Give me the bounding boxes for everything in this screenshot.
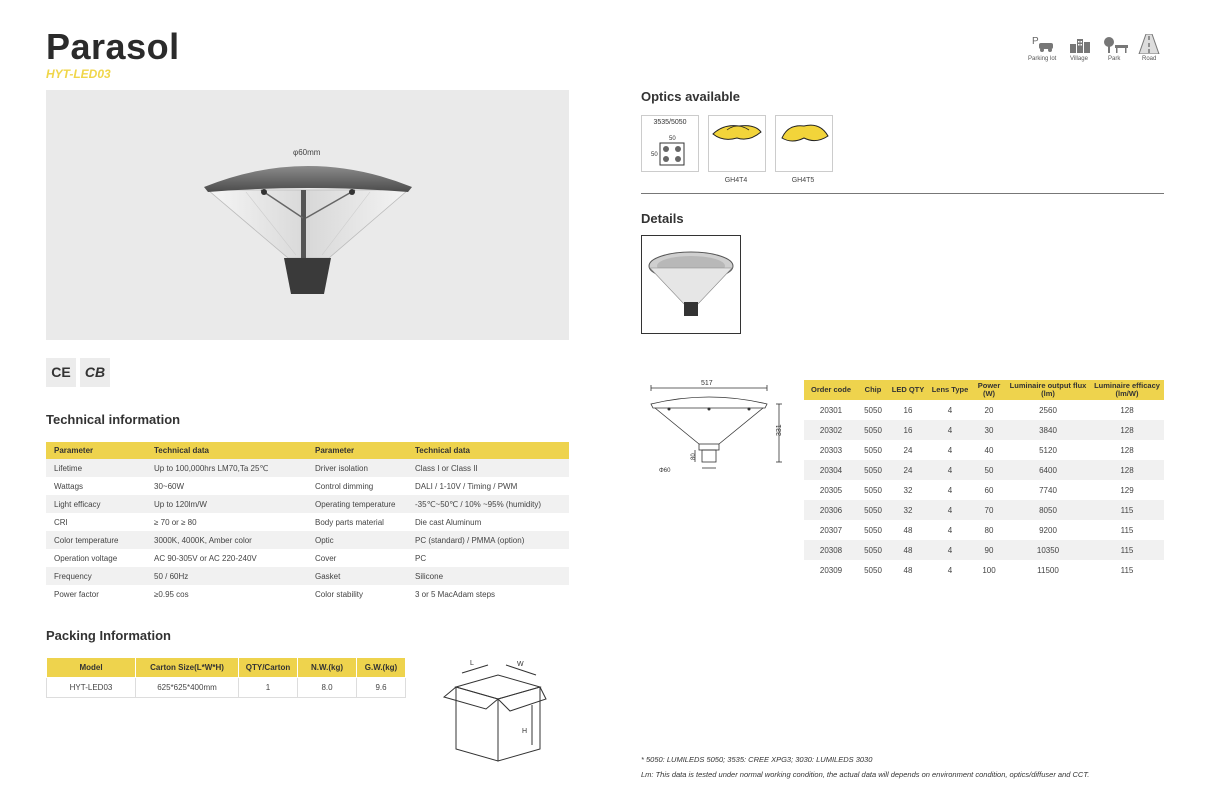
cell: Color temperature (46, 531, 146, 549)
led-dim-width: 50 (669, 136, 676, 142)
cell: Cover (307, 549, 407, 567)
led-module-label: 3535/5050 (653, 119, 687, 126)
cell: 5120 (1006, 440, 1090, 460)
cell: 128 (1090, 400, 1164, 420)
col-header: Carton Size(L*W*H) (136, 658, 239, 678)
cell: 32 (888, 480, 928, 500)
col-header: Technical data (407, 442, 569, 459)
order-code-table (804, 380, 1164, 580)
cell: 4 (928, 540, 972, 560)
table-row (804, 400, 1164, 420)
cell: AC 90-305V or AC 220-240V (146, 549, 307, 567)
details-heading: Details (641, 211, 684, 226)
cell: Up to 100,000hrs LM70,Ta 25℃ (146, 459, 307, 477)
cell: Gasket (307, 567, 407, 585)
col-header: Order code (804, 380, 858, 400)
cell: Operating temperature (307, 495, 407, 513)
svg-text:P: P (1032, 36, 1039, 47)
cell: 128 (1090, 440, 1164, 460)
cell: Optic (307, 531, 407, 549)
cell: 48 (888, 560, 928, 580)
cb-mark-icon: CB (80, 358, 110, 387)
col-header: Model (47, 658, 136, 678)
col-header: Luminaire efficacy (lm/W) (1090, 380, 1164, 400)
parasol-lamp-illustration (46, 90, 569, 340)
cell: 128 (1090, 460, 1164, 480)
cell: Control dimming (307, 477, 407, 495)
cell: 16 (888, 420, 928, 440)
cell: 5050 (858, 440, 888, 460)
led-module-thumbnail (641, 115, 699, 172)
cell: 20306 (804, 500, 858, 520)
cell: 5050 (858, 400, 888, 420)
table-row (804, 560, 1164, 580)
cell: PC (standard) / PMMA (option) (407, 531, 569, 549)
cell: 20 (972, 400, 1006, 420)
cell: Color stability (307, 585, 407, 603)
table-row (804, 460, 1164, 480)
table-row (804, 500, 1164, 520)
cell: 10350 (1006, 540, 1090, 560)
cell: ≥0.95 cos (146, 585, 307, 603)
cell: 5050 (858, 520, 888, 540)
col-header: Parameter (307, 442, 407, 459)
detail-photo (641, 235, 741, 334)
cell: 20305 (804, 480, 858, 500)
cell: 24 (888, 440, 928, 460)
cell: 129 (1090, 480, 1164, 500)
cell: 5050 (858, 480, 888, 500)
box-h-label: H (522, 728, 528, 735)
cell: 80 (972, 520, 1006, 540)
col-header: Lens Type (928, 380, 972, 400)
cell: 115 (1090, 560, 1164, 580)
col-header: N.W.(kg) (298, 658, 357, 678)
cell: 9.6 (357, 678, 406, 698)
technical-heading: Technical information (46, 412, 181, 427)
cell: 115 (1090, 520, 1164, 540)
cell: 3000K, 4000K, Amber color (146, 531, 307, 549)
cell: 20302 (804, 420, 858, 440)
cell: 20308 (804, 540, 858, 560)
lens-gh4t5-label: GH4T5 (791, 177, 815, 184)
cell: -35℃~50℃ / 10% ~95% (humidity) (407, 495, 569, 513)
technical-header-row (46, 442, 569, 459)
cell: 24 (888, 460, 928, 480)
cell: Body parts material (307, 513, 407, 531)
col-header: Chip (858, 380, 888, 400)
packing-table (46, 657, 406, 698)
cell: 625*625*400mm (136, 678, 239, 698)
dimension-drawing (645, 376, 785, 476)
cell: CRI (46, 513, 146, 531)
drawing-width-label: 517 (701, 380, 713, 387)
technical-table (46, 442, 569, 603)
cell: 3840 (1006, 420, 1090, 440)
cell: 5050 (858, 420, 888, 440)
col-header: G.W.(kg) (357, 658, 406, 678)
cell: Operation voltage (46, 549, 146, 567)
col-header: Parameter (46, 442, 146, 459)
cell: 20309 (804, 560, 858, 580)
cell: ≥ 70 or ≥ 80 (146, 513, 307, 531)
cell: 4 (928, 560, 972, 580)
cell: Power factor (46, 585, 146, 603)
table-row (46, 549, 569, 567)
village-icon (1068, 36, 1092, 54)
table-row (804, 520, 1164, 540)
road-icon (1138, 34, 1160, 54)
cell: 3 or 5 MacAdam steps (407, 585, 569, 603)
cell: Class I or Class II (407, 459, 569, 477)
certification-marks (46, 358, 114, 387)
cell: 48 (888, 540, 928, 560)
cell: 5050 (858, 500, 888, 520)
drawing-height-label: 331 (776, 424, 783, 436)
table-row (46, 459, 569, 477)
packing-heading: Packing Information (46, 628, 171, 643)
lens-gh4t5-icon (776, 116, 832, 171)
lens-gh4t5-thumbnail (775, 115, 833, 172)
cell: 8050 (1006, 500, 1090, 520)
table-row (47, 678, 406, 698)
cell: 4 (928, 400, 972, 420)
cell: 5050 (858, 540, 888, 560)
product-photo (46, 90, 569, 340)
cell: 70 (972, 500, 1006, 520)
cell: Up to 120lm/W (146, 495, 307, 513)
section-divider (641, 193, 1164, 194)
table-row (46, 567, 569, 585)
cell: PC (407, 549, 569, 567)
park-label: Park (1108, 56, 1121, 62)
lens-gh4t4-thumbnail (708, 115, 766, 172)
cell: 1 (239, 678, 298, 698)
col-header: Technical data (146, 442, 307, 459)
footnotes (641, 752, 1089, 782)
lens-gh4t4-label: GH4T4 (724, 177, 748, 184)
cell: 32 (888, 500, 928, 520)
table-row (804, 420, 1164, 440)
cell: 4 (928, 480, 972, 500)
cell: 20304 (804, 460, 858, 480)
cell: 4 (928, 520, 972, 540)
cell: 48 (888, 520, 928, 540)
led-dim-height: 50 (651, 152, 658, 158)
cell: Frequency (46, 567, 146, 585)
cell: 20301 (804, 400, 858, 420)
cell: 7740 (1006, 480, 1090, 500)
cell: Wattags (46, 477, 146, 495)
cell: 8.0 (298, 678, 357, 698)
cell: 115 (1090, 540, 1164, 560)
cell: 9200 (1006, 520, 1090, 540)
col-header: Power (W) (972, 380, 1006, 400)
cell: Light efficacy (46, 495, 146, 513)
box-w-label: W (517, 661, 524, 668)
led-module-icon (659, 142, 685, 166)
park-icon (1102, 36, 1130, 54)
optics-heading: Optics available (641, 89, 740, 104)
page-title: Parasol (46, 26, 180, 67)
model-code: HYT-LED03 (46, 67, 111, 81)
cell: 2560 (1006, 400, 1090, 420)
application-icons (1024, 34, 1166, 68)
cell: 30~60W (146, 477, 307, 495)
cell: 16 (888, 400, 928, 420)
cell: 128 (1090, 420, 1164, 440)
cell: Driver isolation (307, 459, 407, 477)
footnote-chips: * 5050: LUMILEDS 5050; 3535: CREE XPG3; 3030: LUMILEDS 3030 (641, 755, 873, 764)
cell: 60 (972, 480, 1006, 500)
cell: 90 (972, 540, 1006, 560)
ce-mark-icon: CE (46, 358, 76, 387)
col-header: Luminaire output flux (lm) (1006, 380, 1090, 400)
carton-box-drawing (440, 655, 550, 765)
table-row (46, 495, 569, 513)
cell: Silicone (407, 567, 569, 585)
table-row (804, 480, 1164, 500)
drawing-base-label: Φ60 (659, 468, 671, 474)
drawing-neck-label: 80 (691, 453, 697, 460)
cell: 6400 (1006, 460, 1090, 480)
col-header: LED QTY (888, 380, 928, 400)
cell: HYT-LED03 (47, 678, 136, 698)
cell: Die cast Aluminum (407, 513, 569, 531)
cell: 50 (972, 460, 1006, 480)
table-row (804, 440, 1164, 460)
cell: DALI / 1-10V / Timing / PWM (407, 477, 569, 495)
packing-header-row (47, 658, 406, 678)
cell: 50 / 60Hz (146, 567, 307, 585)
table-row (804, 540, 1164, 560)
cell: 4 (928, 460, 972, 480)
cell: 20307 (804, 520, 858, 540)
cell: 4 (928, 420, 972, 440)
col-header: QTY/Carton (239, 658, 298, 678)
cell: 4 (928, 500, 972, 520)
table-row (46, 531, 569, 549)
order-header-row (804, 380, 1164, 400)
table-row (46, 513, 569, 531)
footnote-lumen: Lm: This data is tested under normal working condition, the actual data will depends on environment condition, optics/diffuser and CCT. (641, 770, 1090, 779)
cell: 5050 (858, 460, 888, 480)
table-row (46, 477, 569, 495)
road-label: Road (1142, 56, 1157, 62)
village-label: Village (1070, 56, 1088, 62)
cell: 11500 (1006, 560, 1090, 580)
photo-dimension-label: φ60mm (293, 148, 321, 157)
cell: 40 (972, 440, 1006, 460)
cell: 5050 (858, 560, 888, 580)
parking-lot-label: Parking lot (1028, 56, 1057, 62)
box-l-label: L (470, 660, 474, 667)
lens-gh4t4-icon (709, 116, 765, 171)
lamp-detail-illustration (642, 236, 740, 333)
cell: Lifetime (46, 459, 146, 477)
cell: 30 (972, 420, 1006, 440)
parking-lot-icon (1030, 34, 1056, 54)
cell: 4 (928, 440, 972, 460)
cell: 100 (972, 560, 1006, 580)
cell: 20303 (804, 440, 858, 460)
table-row (46, 585, 569, 603)
cell: 115 (1090, 500, 1164, 520)
